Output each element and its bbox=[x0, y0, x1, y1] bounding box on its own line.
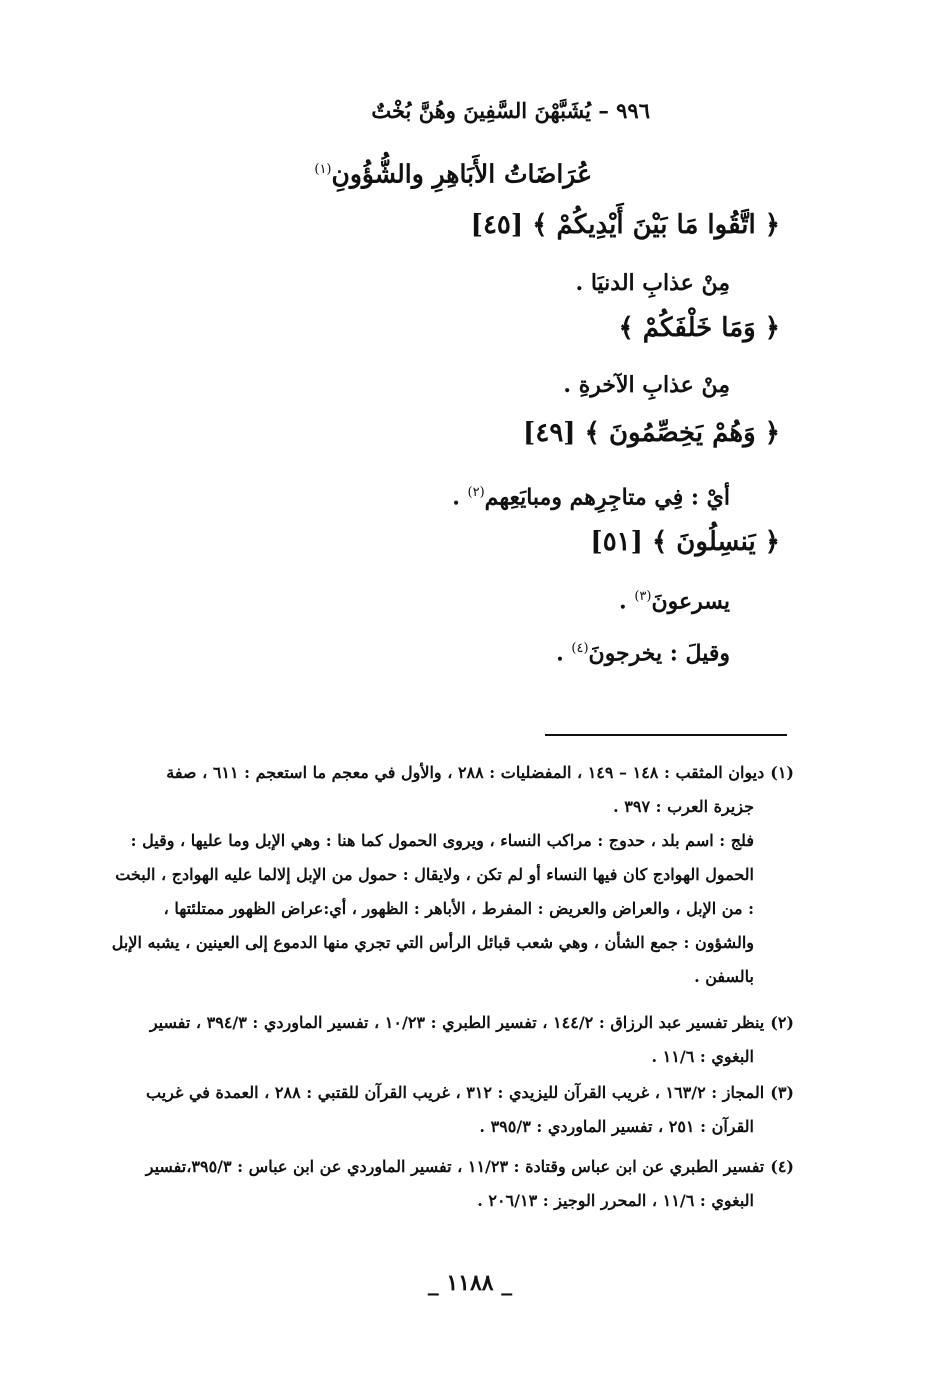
quran-verse: ﴿ وَهُمْ يَخِصِّمُونَ ﴾ bbox=[584, 418, 780, 448]
entry-explanation: مِنْ عذابِ الدنيَا . bbox=[575, 270, 730, 296]
footnote-3 bbox=[94, 1076, 794, 1110]
footnote-ref-1: (١) bbox=[314, 162, 332, 177]
verse-45 bbox=[471, 210, 780, 240]
footnote-line: البغوي : ١١/٦ ، المحرر الوجيز : ٢٠٦/١٣ . bbox=[477, 1191, 754, 1210]
footnote-2 bbox=[94, 1006, 794, 1040]
entry-tail: . bbox=[556, 640, 572, 667]
poem-line-1: ٩٩٦ – يُشَبَّهْنَ السَّفِينَ وهُنَّ بُخْتٌ bbox=[371, 98, 650, 123]
footnote-1-cont bbox=[94, 790, 754, 994]
verse-number: [٥١] bbox=[590, 527, 643, 557]
footnote-line: (٤)تفسير الطبري عن ابن عباس وقتادة : ١١/٢٣ ، تفسير الماوردي عن ابن عباس : ٣٩٥/٣،تفسير bbox=[94, 1150, 794, 1184]
footnote-line: الحمول الهوادج كان فيها النساء أو لم تكن ، ولايقال : حمول من الإبل إلالما عليه الهوادج ، البخت bbox=[115, 865, 754, 884]
footnote-number: (٤) bbox=[770, 1157, 794, 1176]
footnote-2-cont bbox=[94, 1040, 754, 1074]
footnote-line: : من الإبل ، والعراض والعريض : المفرط ، الأباهر : الظهور ، أي:عراض الظهور ممتلئتها ، bbox=[163, 899, 754, 918]
footnote-number: (٣) bbox=[770, 1083, 794, 1102]
verse-number: [٤٥] bbox=[470, 210, 524, 240]
footnote-line: البغوي : ١١/٦ . bbox=[651, 1047, 754, 1066]
verse-45b bbox=[618, 313, 780, 343]
footnote-line: بالسفن . bbox=[694, 967, 754, 986]
footnote-line: (٢)ينظر تفسير عبد الرزاق : ١٤٤/٢ ، تفسير الطبري : ١٠/٢٣ ، تفسير الماوردي : ٣٩٤/٣ ، تفسير bbox=[94, 1006, 794, 1040]
verse-49 bbox=[523, 418, 780, 448]
entry-tail: . bbox=[452, 484, 468, 511]
footnote-4-cont bbox=[94, 1184, 754, 1218]
footnote-line: (١)ديوان المثقب : ١٤٨ – ١٤٩ ، المفضليات : ٢٨٨ ، والأول في معجم ما استعجم : ٦١١ ، صفة bbox=[94, 756, 794, 790]
verse-51 bbox=[590, 527, 780, 557]
footnote-1 bbox=[94, 756, 794, 790]
quran-verse: ﴿ وَمَا خَلْفَكُمْ ﴾ bbox=[618, 313, 780, 343]
footnote-ref-3: (٣) bbox=[634, 589, 652, 604]
page-number: _ ١١٨٨ _ bbox=[427, 1270, 513, 1296]
footnote-ref-2: (٢) bbox=[467, 485, 485, 500]
footnote-line: فلج : اسم بلد ، حدوج : مراكب النساء ، ويروى الحمول كما هنا : وهي الإبل وما عليها ، وقيل : bbox=[130, 831, 754, 850]
entry-explanation: مِنْ عذابِ الآخرةِ . bbox=[563, 372, 730, 398]
entry-explanation bbox=[619, 582, 730, 616]
poem-line-2 bbox=[314, 155, 592, 189]
footnote-3-cont bbox=[94, 1110, 754, 1144]
footnote-separator bbox=[545, 734, 787, 736]
footnote-number: (١) bbox=[770, 763, 794, 782]
footnote-ref-4: (٤) bbox=[571, 641, 589, 656]
entry-explanation bbox=[452, 478, 730, 512]
footnote-number: (٢) bbox=[770, 1013, 794, 1032]
entry-text: أيْ : فِي متاجِرِهم ومبايَعِهم bbox=[484, 484, 730, 511]
entry-text: يسرعونَ bbox=[651, 588, 730, 615]
quran-verse: ﴿ يَنسِلُونَ ﴾ bbox=[652, 527, 780, 557]
verse-number: [٤٩] bbox=[523, 418, 576, 448]
footnote-line: القرآن : ٢٥١ ، تفسير الماوردي : ٣٩٥/٣ . bbox=[479, 1117, 754, 1136]
footnote-line: والشؤون : جمع الشأن ، وهي شعب قبائل الرأس التي تجري منها الدموع إلى العينين ، يشبه الإبل bbox=[111, 933, 754, 952]
footnote-4 bbox=[94, 1150, 794, 1184]
quran-verse: ﴿ اتَّقُوا مَا بَيْنَ أَيْدِيكُمْ ﴾ bbox=[532, 210, 780, 240]
poem-line-2-text: عُرَاضَاتُ الأَبَاهِرِ والشُّؤُونِ bbox=[331, 159, 592, 189]
footnote-line: جزيرة العرب : ٣٩٧ . bbox=[613, 797, 754, 816]
entry-text: وقيلَ : يخرجونَ bbox=[588, 640, 730, 667]
entry-explanation bbox=[556, 634, 730, 668]
footnote-line: (٣)المجاز : ١٦٣/٢ ، غريب القرآن لليزيدي : ٣١٢ ، غريب القرآن للقتبي : ٢٨٨ ، العمدة في غريب bbox=[94, 1076, 794, 1110]
entry-tail: . bbox=[618, 588, 635, 615]
